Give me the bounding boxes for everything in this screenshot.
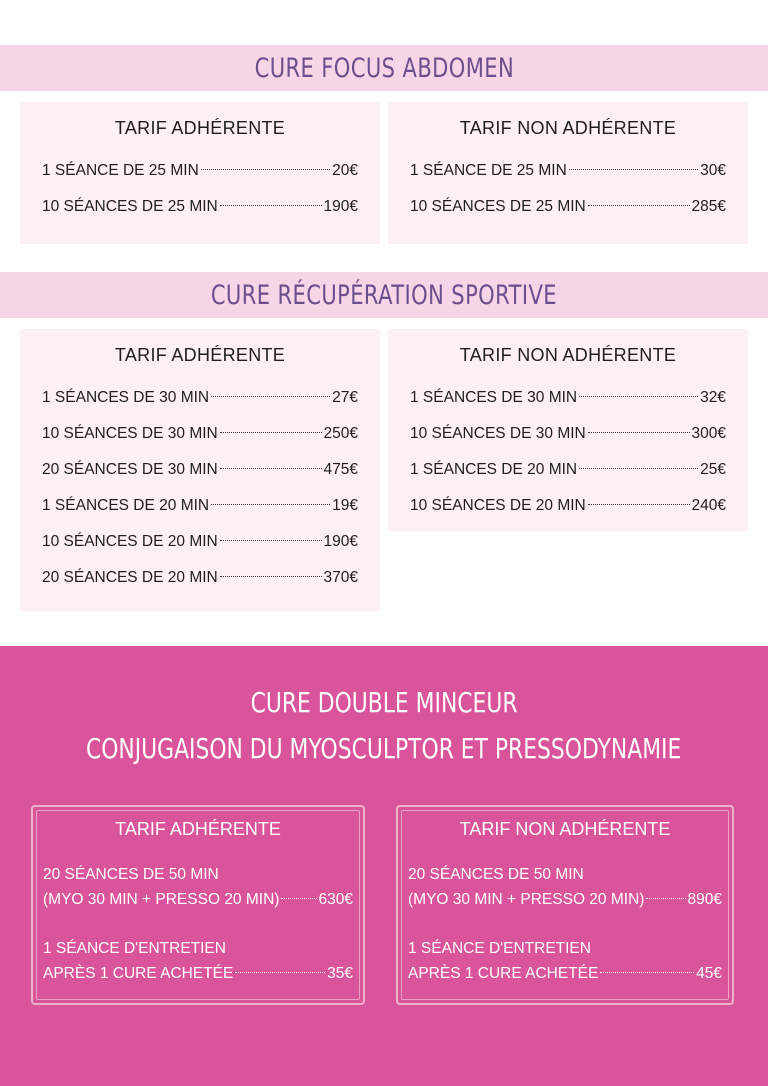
row-label: 10 SÉANCES DE 30 MIN: [410, 425, 586, 442]
price-row: [410, 452, 726, 488]
price-row: [410, 488, 726, 524]
row-label: 10 SÉANCES DE 25 MIN: [410, 198, 586, 215]
offer-line: 1 SÉANCE D'ENTRETIEN: [408, 940, 591, 957]
recuperation-adherent-card: [20, 329, 380, 611]
row-price: 190€: [323, 533, 358, 550]
row-price: 27€: [332, 389, 358, 406]
row-price: 45€: [696, 965, 722, 982]
recuperation-banner: [0, 272, 768, 318]
recuperation-adherent-heading: TARIF ADHÉRENTE: [114, 345, 286, 365]
dot-leader: [579, 468, 698, 469]
price-row: [410, 380, 726, 416]
row-label: APRÈS 1 CURE ACHETÉE: [43, 965, 234, 982]
double-minceur-section: [0, 646, 768, 1086]
row-price: 30€: [700, 162, 726, 179]
focus-title: CURE FOCUS ABDOMEN: [254, 52, 514, 84]
price-row: [42, 560, 358, 596]
double-title-line2-text: CONJUGAISON DU MYOSCULPTOR ET PRESSODYNAMIE: [86, 732, 682, 765]
row-label: 10 SÉANCES DE 20 MIN: [42, 533, 218, 550]
dot-leader: [588, 432, 690, 433]
row-label: APRÈS 1 CURE ACHETÉE: [408, 965, 599, 982]
offer-line: 20 SÉANCES DE 50 MIN: [43, 866, 219, 883]
focus-adherent-heading: TARIF ADHÉRENTE: [114, 118, 286, 138]
dot-leader: [211, 396, 330, 397]
offer-block: [43, 862, 353, 912]
price-row: [42, 416, 358, 452]
dot-leader: [579, 396, 698, 397]
double-non-adherent-heading: TARIF NON ADHÉRENTE: [459, 819, 671, 839]
dot-leader: [220, 540, 322, 541]
row-price: 890€: [687, 891, 722, 908]
dot-leader: [600, 972, 694, 973]
row-label: 1 SÉANCES DE 20 MIN: [410, 461, 578, 478]
row-price: 240€: [691, 497, 726, 514]
dot-leader: [588, 205, 690, 206]
price-row: [408, 887, 722, 912]
double-title-line2: [0, 732, 768, 765]
row-price: 630€: [318, 891, 353, 908]
price-row: [42, 380, 358, 416]
row-price: 35€: [327, 965, 353, 982]
dot-leader: [235, 972, 325, 973]
double-adherent-heading: TARIF ADHÉRENTE: [115, 819, 281, 839]
row-price: 19€: [332, 497, 358, 514]
dot-leader: [646, 898, 685, 899]
focus-non-adherent-card: [388, 102, 748, 244]
row-label: 1 SÉANCES DE 30 MIN: [410, 389, 578, 406]
recuperation-non-adherent-card: [388, 329, 748, 531]
row-price: 32€: [700, 389, 726, 406]
focus-adherent-card: [20, 102, 380, 244]
row-label: 10 SÉANCES DE 20 MIN: [410, 497, 586, 514]
double-adherent-card: [31, 805, 365, 1005]
price-row: [43, 887, 353, 912]
row-label: 20 SÉANCES DE 20 MIN: [42, 569, 218, 586]
price-row: [410, 189, 726, 225]
row-label: (MYO 30 MIN + PRESSO 20 MIN): [43, 891, 280, 908]
row-label: (MYO 30 MIN + PRESSO 20 MIN): [408, 891, 645, 908]
dot-leader: [220, 205, 322, 206]
focus-non-adherent-heading: TARIF NON ADHÉRENTE: [459, 118, 677, 138]
price-row: [42, 488, 358, 524]
row-label: 10 SÉANCES DE 25 MIN: [42, 198, 218, 215]
price-row: [42, 524, 358, 560]
price-row: [410, 153, 726, 189]
dot-leader: [220, 468, 322, 469]
focus-banner: [0, 45, 768, 91]
row-price: 300€: [691, 425, 726, 442]
price-row: [42, 153, 358, 189]
row-price: 285€: [691, 198, 726, 215]
double-non-adherent-card: [396, 805, 734, 1005]
row-label: 1 SÉANCES DE 30 MIN: [42, 389, 210, 406]
offer-block: [408, 936, 722, 986]
row-price: 475€: [323, 461, 358, 478]
price-row: [42, 452, 358, 488]
double-title-line1-text: CURE DOUBLE MINCEUR: [250, 686, 518, 719]
double-title-line1: [0, 686, 768, 719]
row-price: 20€: [332, 162, 358, 179]
row-price: 25€: [700, 461, 726, 478]
offer-line: 1 SÉANCE D'ENTRETIEN: [43, 940, 226, 957]
recuperation-title: CURE RÉCUPÉRATION SPORTIVE: [210, 279, 558, 311]
dot-leader: [220, 576, 322, 577]
offer-block: [408, 862, 722, 912]
row-label: 1 SÉANCES DE 20 MIN: [42, 497, 210, 514]
row-price: 190€: [323, 198, 358, 215]
dot-leader: [588, 504, 690, 505]
recuperation-non-adherent-heading: TARIF NON ADHÉRENTE: [459, 345, 677, 365]
price-row: [410, 416, 726, 452]
row-price: 250€: [323, 425, 358, 442]
dot-leader: [220, 432, 322, 433]
row-price: 370€: [323, 569, 358, 586]
price-row: [43, 961, 353, 986]
dot-leader: [201, 169, 330, 170]
dot-leader: [569, 169, 698, 170]
row-label: 20 SÉANCES DE 30 MIN: [42, 461, 218, 478]
price-row: [408, 961, 722, 986]
row-label: 10 SÉANCES DE 30 MIN: [42, 425, 218, 442]
row-label: 1 SÉANCE DE 25 MIN: [42, 162, 199, 179]
offer-block: [43, 936, 353, 986]
dot-leader: [281, 898, 316, 899]
dot-leader: [211, 504, 330, 505]
row-label: 1 SÉANCE DE 25 MIN: [410, 162, 567, 179]
offer-line: 20 SÉANCES DE 50 MIN: [408, 866, 584, 883]
price-row: [42, 189, 358, 225]
